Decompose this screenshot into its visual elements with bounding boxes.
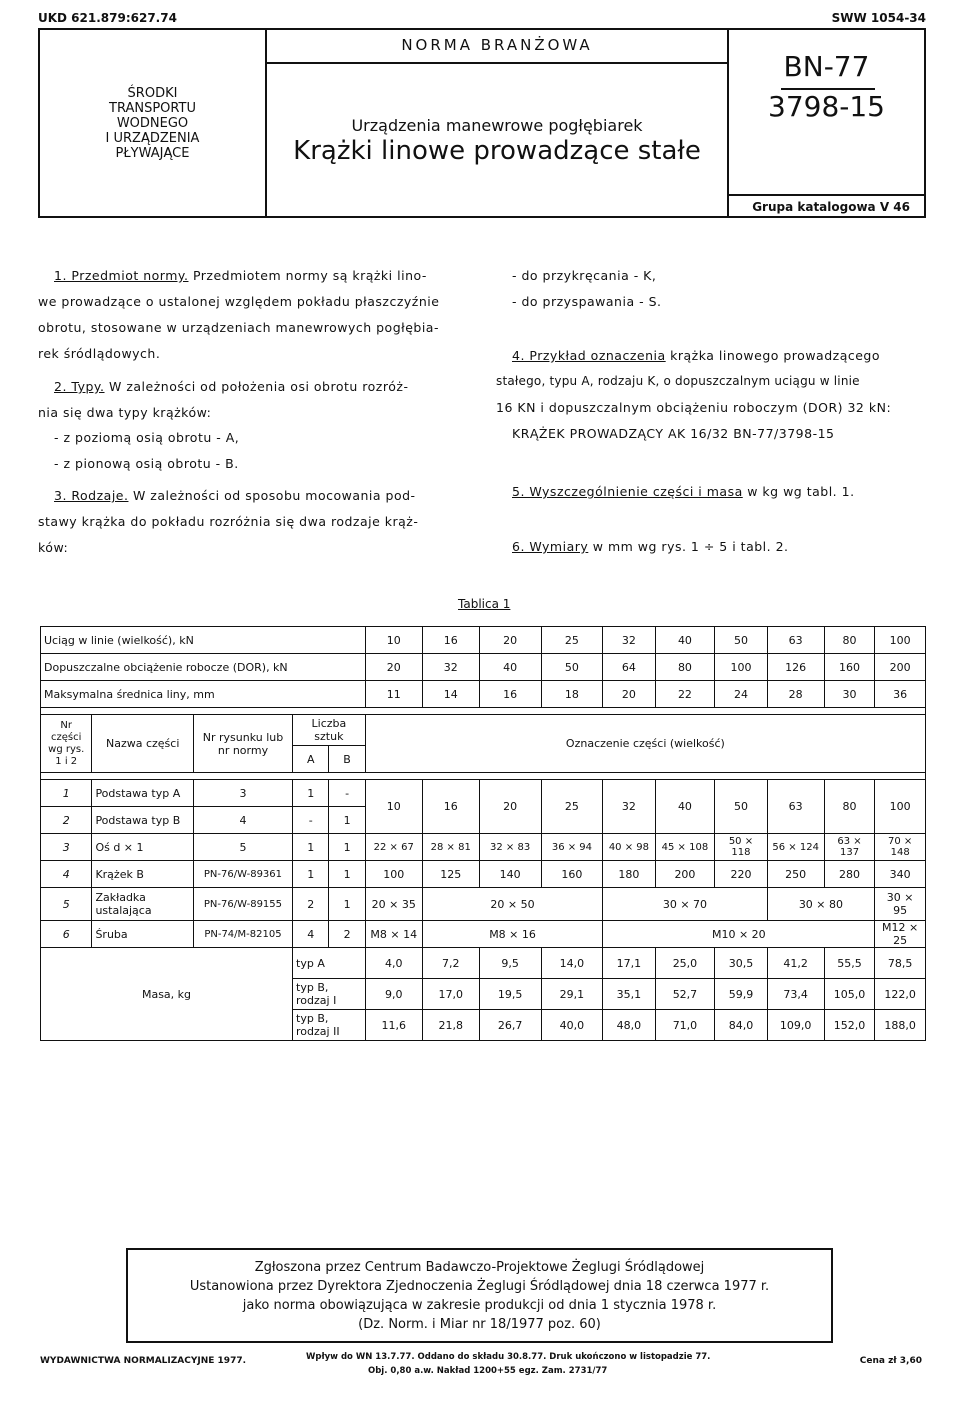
section-6-heading: 6. Wymiary (512, 539, 589, 554)
table-cell: 80 (824, 627, 875, 654)
table-cell: 24 (715, 681, 767, 708)
table-row (41, 861, 926, 888)
parts-table (40, 626, 926, 1041)
table-cell: 140 (479, 861, 541, 888)
table-cell: 122,0 (875, 979, 926, 1010)
category-line: TRANSPORTU (109, 100, 196, 116)
section-6-text: w mm wg rys. 1 ÷ 5 i tabl. 2. (592, 539, 789, 554)
table-cell: 32 (603, 780, 655, 834)
approval-box (126, 1248, 833, 1343)
table-header-row (41, 715, 926, 746)
section-1-line (54, 268, 427, 283)
table-cell: 78,5 (875, 948, 926, 979)
section-1-text: obrotu, stosowane w urządzeniach manewrowych pogłębia- (38, 320, 439, 335)
document-subtitle: Urządzenia manewrowe pogłębiarek (351, 116, 643, 135)
table-cell: 10 (365, 627, 422, 654)
table-cell: 1 (293, 780, 329, 807)
table-cell: M8 × 14 (365, 921, 422, 948)
table-cell: 160 (541, 861, 603, 888)
document-title: Krążki linowe prowadzące stałe (293, 136, 701, 166)
print-info: Obj. 0,80 a.w. Nakład 1200+55 egz. Zam. 2731/77 (368, 1366, 608, 1376)
table-cell: 1 (329, 861, 365, 888)
table-row (41, 654, 926, 681)
table-cell: 14 (422, 681, 479, 708)
section-4-line (512, 348, 880, 363)
title-cell (267, 30, 729, 216)
udk-code: UKD 621.879:627.74 (38, 11, 177, 25)
table-cell: 73,4 (767, 979, 824, 1010)
table-cell: 105,0 (824, 979, 875, 1010)
table-cell: PN-74/M-82105 (193, 921, 292, 948)
table-caption: Tablica 1 (458, 597, 511, 611)
table-cell: 18 (541, 681, 603, 708)
section-2-text: - z poziomą osią obrotu - A, (54, 430, 240, 445)
table-cell: 2 (293, 888, 329, 921)
table-cell: 20 × 35 (365, 888, 422, 921)
table-cell: 16 (422, 780, 479, 834)
table-cell: 200 (875, 654, 926, 681)
mass-row-label: typ B, rodzaj I (293, 979, 366, 1010)
table-cell: 1 (293, 861, 329, 888)
table-cell: Podstawa typ A (92, 780, 193, 807)
row-label: Dopuszczalne obciążenie robocze (DOR), kN (41, 654, 366, 681)
table-cell: 63 × 137 (824, 834, 875, 861)
table-cell: 160 (824, 654, 875, 681)
table-cell: 30,5 (715, 948, 767, 979)
publisher: WYDAWNICTWA NORMALIZACYJNE 1977. (40, 1356, 247, 1366)
table-cell: 40 (479, 654, 541, 681)
table-cell: 21,8 (422, 1010, 479, 1041)
table-cell: 250 (767, 861, 824, 888)
catalog-divider (729, 194, 924, 196)
table-cell: 28 (767, 681, 824, 708)
table-cell: 35,1 (603, 979, 655, 1010)
table-cell: Podstawa typ B (92, 807, 193, 834)
table-cell: 20 (479, 780, 541, 834)
mass-row-label: typ B, rodzaj II (293, 1010, 366, 1041)
table-cell: 30 (824, 681, 875, 708)
section-4-text: krążka linowego prowadzącego (670, 348, 881, 363)
table-cell: 70 × 148 (875, 834, 926, 861)
table-cell: 63 (767, 780, 824, 834)
table-cell: 56 × 124 (767, 834, 824, 861)
table-cell: 20 × 50 (422, 888, 603, 921)
table-cell: PN-76/W-89361 (193, 861, 292, 888)
sww-code: SWW 1054-34 (831, 11, 926, 25)
table-cell: M12 × 25 (875, 921, 926, 948)
table-cell: 71,0 (655, 1010, 715, 1041)
table-cell: 1 (41, 780, 92, 807)
table-row (41, 834, 926, 861)
table-cell: 1 (329, 888, 365, 921)
table-cell: 40 (655, 627, 715, 654)
table-cell: 17,1 (603, 948, 655, 979)
table-cell: 48,0 (603, 1010, 655, 1041)
table-cell: Oś d × 1 (92, 834, 193, 861)
table-cell: 6 (41, 921, 92, 948)
section-3-text: ków: (38, 540, 69, 555)
section-5-text: w kg wg tabl. 1. (747, 484, 855, 499)
table-cell: 50 × 118 (715, 834, 767, 861)
table-cell: 2 (329, 921, 365, 948)
table-cell: 100 (875, 627, 926, 654)
table-spacer (41, 708, 926, 715)
section-4-text: 16 KN i dopuszczalnym obciążeniu roboczym (DOR) 32 kN: (496, 400, 892, 415)
table-cell: 100 (715, 654, 767, 681)
table-cell: 16 (479, 681, 541, 708)
table-cell: M10 × 20 (603, 921, 875, 948)
table-cell: 20 (603, 681, 655, 708)
table-cell: 2 (41, 807, 92, 834)
category-line: I URZĄDZENIA (105, 130, 200, 146)
table-cell: 80 (655, 654, 715, 681)
approval-line: Zgłoszona przez Centrum Badawczo-Projektowe Żeglugi Śródlądowej (254, 1260, 705, 1275)
approval-line: jako norma obowiązująca w zakresie produkcji od dnia 1 stycznia 1978 r. (242, 1298, 717, 1313)
table-cell: 4 (41, 861, 92, 888)
table-cell: Krążek B (92, 861, 193, 888)
column-header: Oznaczenie części (wielkość) (365, 715, 925, 773)
section-4-heading: 4. Przykład oznaczenia (512, 348, 666, 363)
table-cell: 126 (767, 654, 824, 681)
section-1-text: rek śródlądowych. (38, 346, 161, 361)
table-cell: 340 (875, 861, 926, 888)
approval-line: (Dz. Norm. i Miar nr 18/1977 poz. 60) (358, 1317, 601, 1332)
table-cell: 22 (655, 681, 715, 708)
column-header: Nr rysunku lub nr normy (193, 715, 292, 773)
table-cell: 84,0 (715, 1010, 767, 1041)
table-cell: 9,5 (479, 948, 541, 979)
section-3-text: stawy krążka do pokładu rozróżnia się dwa rodzaje krąż- (38, 514, 419, 529)
row-label: Maksymalna średnica liny, mm (41, 681, 366, 708)
table-cell: 1 (329, 834, 365, 861)
table-cell: 11 (365, 681, 422, 708)
table-row (41, 948, 926, 979)
table-cell: 7,2 (422, 948, 479, 979)
print-info: Wpływ do WN 13.7.77. Oddano do składu 30.8.77. Druk ukończono w listopadzie 77. (306, 1352, 711, 1362)
table-cell: 28 × 81 (422, 834, 479, 861)
section-3-item: - do przykręcania - K, (512, 268, 657, 283)
table-cell: M8 × 16 (422, 921, 603, 948)
table-cell: 3 (41, 834, 92, 861)
table-cell: 14,0 (541, 948, 603, 979)
section-4-text: stałego, typu A, rodzaju K, o dopuszczalnym uciągu w linie (496, 374, 860, 388)
table-cell: 3 (193, 780, 292, 807)
table-row (41, 627, 926, 654)
table-cell: - (329, 780, 365, 807)
table-cell: 280 (824, 861, 875, 888)
section-5-heading: 5. Wyszczególnienie części i masa (512, 484, 743, 499)
table-cell: 109,0 (767, 1010, 824, 1041)
row-label: Uciąg w linie (wielkość), kN (41, 627, 366, 654)
catalog-group: Grupa katalogowa V 46 (752, 200, 910, 214)
table-cell: 100 (365, 861, 422, 888)
table-cell: 16 (422, 627, 479, 654)
table-cell: 10 (365, 780, 422, 834)
table-cell: 9,0 (365, 979, 422, 1010)
table-cell: 100 (875, 780, 926, 834)
table-cell: 59,9 (715, 979, 767, 1010)
table-cell: 11,6 (365, 1010, 422, 1041)
section-2-line (54, 379, 408, 394)
section-3-item: - do przyspawania - S. (512, 294, 662, 309)
table-cell: 25,0 (655, 948, 715, 979)
column-header: Nr części wg rys. 1 i 2 (41, 715, 92, 773)
section-3-heading: 3. Rodzaje. (54, 488, 129, 503)
table-cell: 40 × 98 (603, 834, 655, 861)
table-cell: 17,0 (422, 979, 479, 1010)
table-cell: 4 (193, 807, 292, 834)
table-cell: 50 (715, 780, 767, 834)
table-cell: 125 (422, 861, 479, 888)
category-cell (40, 30, 267, 216)
table-cell: 5 (41, 888, 92, 921)
table-cell: 29,1 (541, 979, 603, 1010)
table-row (41, 780, 926, 807)
table-cell: 4,0 (365, 948, 422, 979)
category-line: WODNEGO (116, 115, 189, 131)
section-2-heading: 2. Typy. (54, 379, 105, 394)
column-header: Nazwa części (92, 715, 193, 773)
section-1-heading: 1. Przedmiot normy. (54, 268, 189, 283)
table-cell: 36 × 94 (541, 834, 603, 861)
table-cell: 20 (365, 654, 422, 681)
table-cell: 32 (603, 627, 655, 654)
table-cell: 26,7 (479, 1010, 541, 1041)
table-cell: - (293, 807, 329, 834)
table-cell: 1 (329, 807, 365, 834)
table-cell: 30 × 70 (603, 888, 767, 921)
table-cell: 25 (541, 780, 603, 834)
table-row (41, 921, 926, 948)
section-3-line (54, 488, 416, 503)
table-cell: 188,0 (875, 1010, 926, 1041)
price: Cena zł 3,60 (859, 1356, 922, 1366)
table-cell: 80 (824, 780, 875, 834)
table-row (41, 888, 926, 921)
section-2-text: nia się dwa typy krążków: (38, 405, 212, 420)
table-cell: 50 (715, 627, 767, 654)
table-cell: 22 × 67 (365, 834, 422, 861)
table-cell: 36 (875, 681, 926, 708)
column-header: B (329, 746, 365, 773)
category-line: PŁYWAJĄCE (115, 145, 190, 161)
section-2-text: W zależności od położenia osi obrotu rozróż- (109, 379, 409, 394)
table-cell: 40 (655, 780, 715, 834)
section-5-line (512, 484, 855, 499)
table-cell: 63 (767, 627, 824, 654)
table-row (41, 681, 926, 708)
table-cell: 45 × 108 (655, 834, 715, 861)
section-1-text: we prowadzące o ustalonej względem pokładu płaszczyźnie (38, 294, 440, 309)
norm-number-bottom: 3798-15 (768, 90, 885, 123)
column-header: Liczba sztuk (293, 715, 366, 746)
table-cell: 152,0 (824, 1010, 875, 1041)
table-cell: 52,7 (655, 979, 715, 1010)
norm-kind: NORMA BRANŻOWA (267, 30, 727, 64)
table-spacer (41, 773, 926, 780)
table-cell: 20 (479, 627, 541, 654)
section-6-line (512, 539, 789, 554)
table-cell: Zakładka ustalająca (92, 888, 193, 921)
table-cell: 32 (422, 654, 479, 681)
table-cell: PN-76/W-89155 (193, 888, 292, 921)
spacer-cell (41, 773, 926, 780)
table-cell: 30 × 95 (875, 888, 926, 921)
norm-number-top: BN-77 (783, 50, 870, 83)
category-line: ŚRODKI (127, 85, 178, 101)
table-cell: Śruba (92, 921, 193, 948)
table-cell: 4 (293, 921, 329, 948)
section-1-text: Przedmiotem normy są krążki lino- (192, 268, 427, 283)
table-cell: 220 (715, 861, 767, 888)
table-cell: 64 (603, 654, 655, 681)
approval-line: Ustanowiona przez Dyrektora Zjednoczenia Żeglugi Śródlądowej dnia 18 czerwca 1977 r. (189, 1279, 770, 1294)
norm-number-cell (729, 30, 924, 216)
example-designation: KRĄŻEK PROWADZĄCY AK 16/32 BN-77/3798-15 (512, 426, 835, 441)
mass-row-label: typ A (293, 948, 366, 979)
spacer-cell (41, 708, 926, 715)
title-block (38, 28, 926, 218)
table-cell: 25 (541, 627, 603, 654)
column-header: A (293, 746, 329, 773)
table-cell: 32 × 83 (479, 834, 541, 861)
table-cell: 5 (193, 834, 292, 861)
table-cell: 180 (603, 861, 655, 888)
table-cell: 41,2 (767, 948, 824, 979)
table-cell: 200 (655, 861, 715, 888)
section-2-text: - z pionową osią obrotu - B. (54, 456, 239, 471)
table-cell: 30 × 80 (767, 888, 875, 921)
table-cell: 55,5 (824, 948, 875, 979)
section-3-text: W zależności od sposobu mocowania pod- (132, 488, 416, 503)
table-cell: 40,0 (541, 1010, 603, 1041)
table-cell: 1 (293, 834, 329, 861)
mass-label: Masa, kg (41, 948, 293, 1041)
table-cell: 19,5 (479, 979, 541, 1010)
table-cell: 50 (541, 654, 603, 681)
